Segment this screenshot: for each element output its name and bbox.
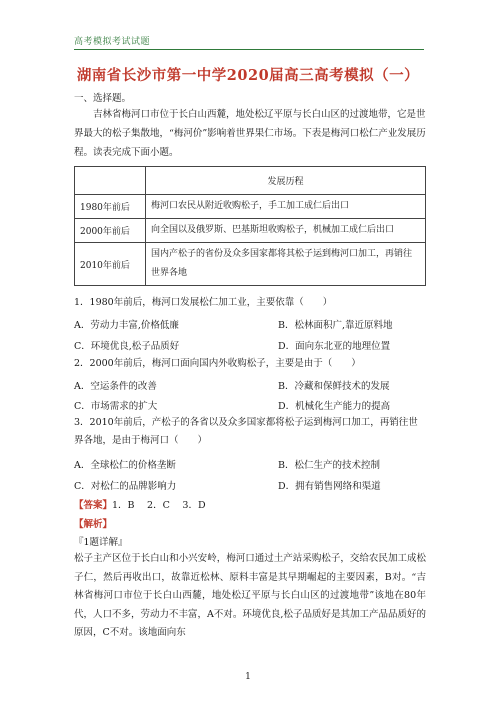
question-2-stem: 2．2000年前后，梅河口面向国内外收购松子，主要是由于（ ） (74, 358, 361, 369)
table-era-cell: 2000年前后 (75, 219, 146, 243)
analysis-text: 松子主产区位于长白山和小兴安岭，梅河口通过土产站采购松子，交给农民加工成松子仁，然后再收出口，故靠近松林、原料丰富是其早期崛起的主要因素，B对。“吉林省梅河口市位于长白山西麓，地处松辽平原与长白山区的过渡地带”该地在80年代，人口不多，劳动力不丰富，A不对。环境优良,松子品质好是其加工产品品质好的原因，C不对。该地面向东 (74, 553, 426, 638)
question-2-option-c: C．市场需求的扩大 (74, 401, 158, 412)
answer-text: 1．B 2．C 3．D (112, 500, 206, 511)
question-3-option-c: C．对松仁的品牌影响力 (74, 481, 177, 492)
table-row (75, 219, 426, 243)
question-1-option-a: A．劳动力丰富,价格低廉 (74, 320, 179, 331)
question-3-option-b: B．松仁生产的技术控制 (278, 460, 380, 471)
analysis-subheading: 『1题详解』 (74, 537, 128, 548)
question-1-option-b: B．松林面积广,靠近原料地 (278, 320, 393, 331)
analysis-tag: 【解析】 (74, 519, 113, 530)
question-1-option-d: D．面向东北亚的地理位置 (278, 341, 391, 352)
header-divider (74, 49, 424, 50)
intro-paragraph: 吉林省梅河口市位于长白山西麓，地处松辽平原与长白山区的过渡地带，它是世界最大的松子集散地，“梅河价”影响着世界果仁市场。下表是梅河口松仁产业发展历程。读表完成下面小题。 (74, 109, 426, 158)
development-table (74, 166, 426, 286)
question-3-option-d: D．拥有销售网络和渠道 (278, 481, 381, 492)
question-2-option-a: A．空运条件的改善 (74, 381, 157, 392)
question-1-option-c: C．环境优良,松子品质好 (74, 341, 180, 352)
question-3-option-a: A．全球松仁的价格垄断 (74, 460, 176, 471)
table-header-row (75, 167, 426, 195)
section-heading: 一、选择题。 (74, 93, 132, 104)
table-desc-cell: 梅河口农民从附近收购松子，手工加工成仁后出口 (146, 195, 426, 219)
question-2-option-b: B．冷藏和保鲜技术的发展 (278, 381, 390, 392)
answer-line (74, 497, 206, 511)
table-desc-cell: 国内产松子的省份及众多国家都将其松子运到梅河口加工，再销往世界各地 (146, 243, 426, 286)
table-empty-header (75, 167, 146, 195)
table-era-cell: 2010年前后 (75, 243, 146, 286)
page-header-label: 高考模拟考试试题 (74, 37, 151, 47)
question-2-option-d: D．机械化生产能力的提高 (278, 401, 391, 412)
table-row (75, 195, 426, 219)
page-number: 1 (245, 672, 251, 682)
question-3-stem: 3．2010年前后，产松子的各省以及众多国家都将松子运到梅河口加工，再销往世界各地，是由于梅河口（ ） (74, 417, 418, 446)
table-header-cell: 发展历程 (146, 167, 426, 195)
table-desc-cell: 向全国以及俄罗斯、巴基斯坦收购松子，机械加工成仁后出口 (146, 219, 426, 243)
answer-tag: 【答案】 (74, 500, 113, 511)
document-title: 湖南省长沙市第一中学2020届高三高考模拟（一） (76, 67, 420, 84)
table-row (75, 243, 426, 286)
table-era-cell: 1980年前后 (75, 195, 146, 219)
question-1-stem: 1．1980年前后，梅河口发展松仁加工业，主要依靠（ ） (74, 297, 333, 308)
